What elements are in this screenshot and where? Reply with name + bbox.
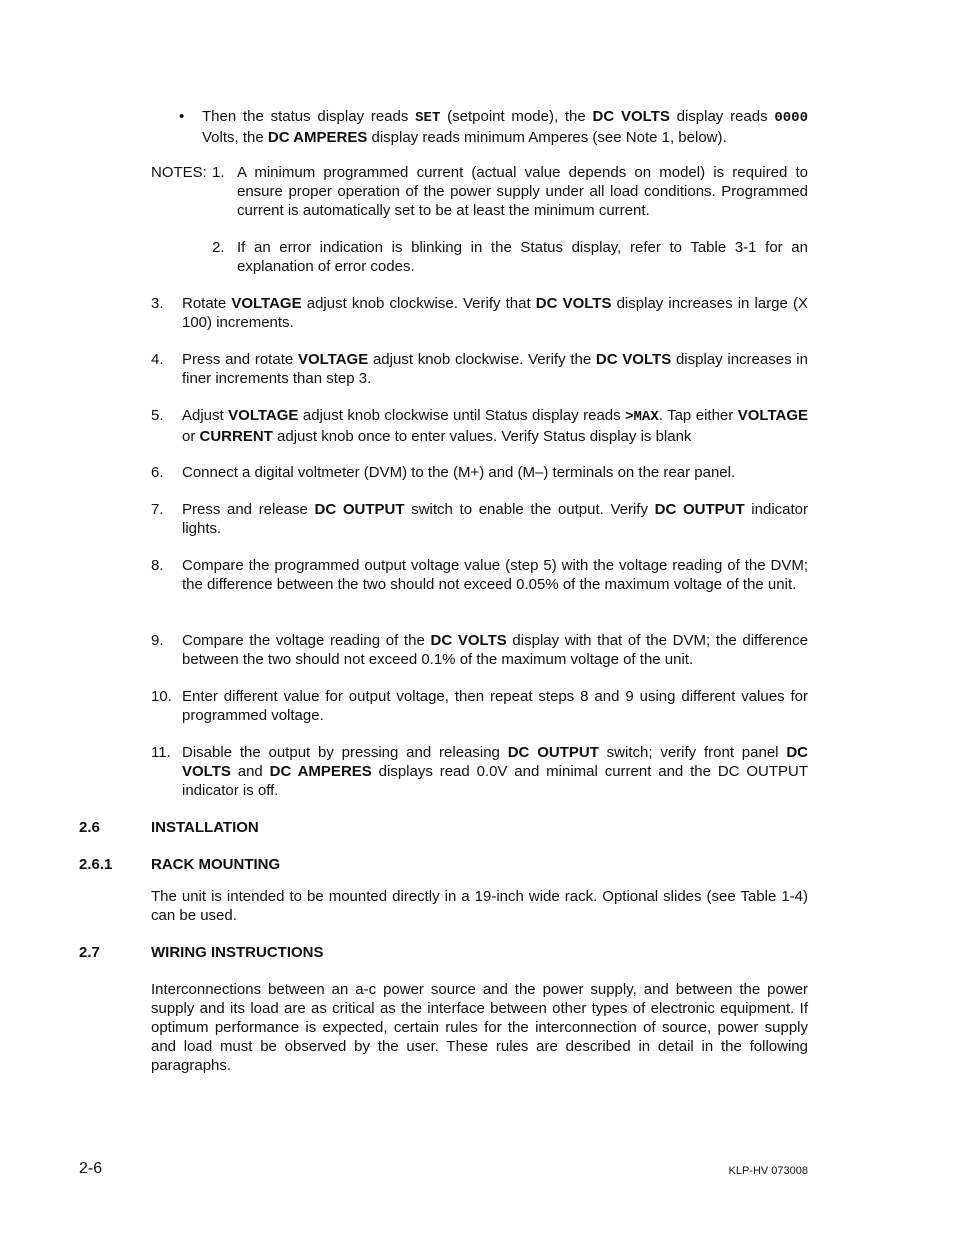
- section-2-7-number: 2.7: [79, 944, 100, 961]
- step-8-text: Compare the programmed output voltage value (step 5) with the voltage reading of the DVM; the difference between the two should not exceed 0.05% of the maximum voltage of the unit.: [182, 557, 808, 593]
- note-2-number: 2.: [212, 239, 225, 256]
- section-2-6-number: 2.6: [79, 819, 100, 836]
- bullet-paragraph: Then the status display reads SET (setpoint mode), the DC VOLTS display reads 0000 Volts, the DC AMPERES display reads minimum Amperes (see Note 1, below).: [202, 108, 808, 146]
- step-4-text: Press and rotate VOLTAGE adjust knob clockwise. Verify the DC VOLTS display increases in finer increments than step 3.: [182, 351, 808, 387]
- step-5-text: Adjust VOLTAGE adjust knob clockwise until Status display reads >MAX. Tap either VOLTAGE or CURRENT adjust knob once to enter values. Verify Status display is blank: [182, 407, 808, 445]
- step-10-number: 10.: [151, 688, 172, 705]
- step-9-text: Compare the voltage reading of the DC VOLTS display with that of the DVM; the difference between the two should not exceed 0.1% of the maximum voltage of the unit.: [182, 632, 808, 668]
- section-2-6-title: INSTALLATION: [151, 819, 259, 836]
- page-number: 2-6: [79, 1160, 103, 1177]
- section-2-7-title: WIRING INSTRUCTIONS: [151, 944, 324, 961]
- note-1-text: A minimum programmed current (actual value depends on model) is required to ensure proper operation of the power supply under all load conditions. Programmed current is automatically set to be at least the minimum current.: [237, 164, 808, 219]
- bullet-symbol: •: [179, 108, 185, 125]
- step-4-number: 4.: [151, 351, 164, 368]
- section-2-7-body: Interconnections between an a-c power source and the power supply, and between the power supply and its load are as critical as the interface between other types of electronic equipment. If optimum performance is expected, certain rules for the interconnection of source, power supply and load must be observed by the user. These rules are described in detail in the following paragraphs.: [151, 981, 808, 1074]
- note-1-number: 1.: [212, 164, 225, 181]
- step-5-number: 5.: [151, 407, 164, 424]
- step-7-text: Press and release DC OUTPUT switch to enable the output. Verify DC OUTPUT indicator lights.: [182, 501, 808, 537]
- step-7-number: 7.: [151, 501, 164, 518]
- step-6-text: Connect a digital voltmeter (DVM) to the (M+) and (M–) terminals on the rear panel.: [182, 464, 736, 481]
- step-6-number: 6.: [151, 464, 164, 481]
- step-11-number: 11.: [151, 744, 171, 761]
- step-3-text: Rotate VOLTAGE adjust knob clockwise. Verify that DC VOLTS display increases in large (X 100) increments.: [182, 295, 808, 331]
- section-2-6-1-number: 2.6.1: [79, 856, 113, 873]
- section-2-6-1-body: The unit is intended to be mounted directly in a 19-inch wide rack. Optional slides (see Table 1-4) can be used.: [151, 888, 808, 924]
- section-2-6-1-title: RACK MOUNTING: [151, 856, 281, 873]
- note-2-text: If an error indication is blinking in the Status display, refer to Table 3-1 for an explanation of error codes.: [237, 239, 808, 275]
- step-11-text: Disable the output by pressing and releasing DC OUTPUT switch; verify front panel DC VOLTS and DC AMPERES displays read 0.0V and minimal current and the DC OUTPUT indicator is off.: [182, 744, 808, 799]
- step-10-text: Enter different value for output voltage, then repeat steps 8 and 9 using different values for programmed voltage.: [182, 688, 808, 724]
- notes-label: NOTES:: [151, 164, 207, 181]
- step-9-number: 9.: [151, 632, 164, 649]
- step-3-number: 3.: [151, 295, 164, 312]
- step-8-number: 8.: [151, 557, 164, 574]
- document-id: KLP-HV 073008: [728, 1165, 808, 1177]
